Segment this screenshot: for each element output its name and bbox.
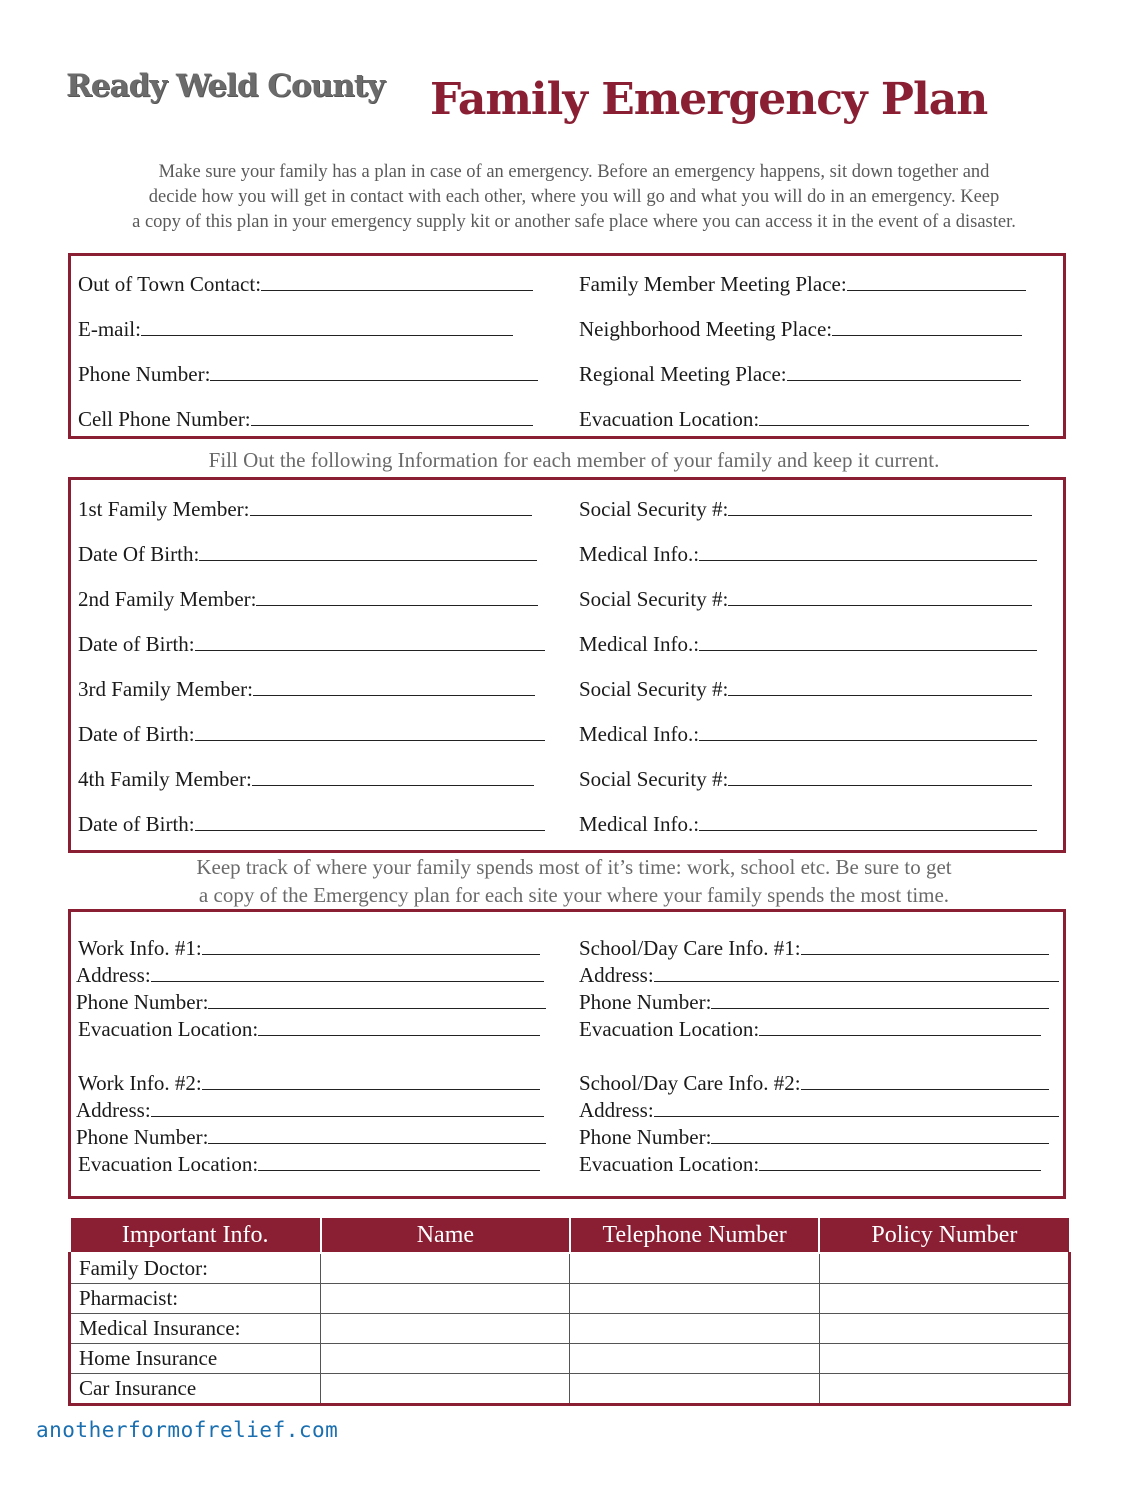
member-detail-field[interactable]: Medical Info.: <box>579 632 1037 657</box>
meeting-field[interactable]: Regional Meeting Place: <box>579 362 1021 387</box>
table-row <box>70 1374 1070 1405</box>
table-row <box>70 1344 1070 1374</box>
work-field[interactable]: Address: <box>76 1097 544 1124</box>
meeting-field[interactable]: Family Member Meeting Place: <box>579 272 1026 297</box>
table-header-row <box>70 1217 1070 1253</box>
telephone-cell[interactable] <box>570 1374 819 1405</box>
member-detail-field[interactable]: Social Security #: <box>579 677 1032 702</box>
contact-field[interactable]: Out of Town Contact: <box>78 272 533 297</box>
row-label: Home Insurance <box>70 1344 321 1374</box>
sites-note-line: Keep track of where your family spends most of it’s time: work, school etc. Be sure to get <box>196 855 952 879</box>
column-header: Name <box>321 1217 570 1253</box>
school-field[interactable]: School/Day Care Info. #2: <box>579 1070 1049 1097</box>
column-header: Important Info. <box>70 1217 321 1253</box>
work-field[interactable]: Evacuation Location: <box>78 1151 540 1178</box>
member-detail-field[interactable]: Medical Info.: <box>579 542 1037 567</box>
policy-cell[interactable] <box>819 1253 1069 1284</box>
row-label: Car Insurance <box>70 1374 321 1405</box>
policy-cell[interactable] <box>819 1314 1069 1344</box>
school-field[interactable]: Address: <box>579 962 1059 989</box>
members-note: Fill Out the following Information for each member of your family and keep it current. <box>208 448 940 472</box>
column-header: Telephone Number <box>570 1217 819 1253</box>
member-detail-field[interactable]: Social Security #: <box>579 587 1032 612</box>
table-row <box>70 1284 1070 1314</box>
school-field[interactable]: Evacuation Location: <box>579 1151 1041 1178</box>
policy-cell[interactable] <box>819 1374 1069 1405</box>
brand-name: Ready Weld County <box>66 68 385 104</box>
name-cell[interactable] <box>321 1314 570 1344</box>
work-field[interactable]: Evacuation Location: <box>78 1016 540 1043</box>
contact-field[interactable]: Phone Number: <box>78 362 538 387</box>
work-field[interactable]: Work Info. #2: <box>78 1070 540 1097</box>
work-field[interactable]: Work Info. #1: <box>78 935 540 962</box>
column-header: Policy Number <box>819 1217 1069 1253</box>
intro-line: decide how you will get in contact with each other, where you will go and what you will do in an emergency. Keep <box>148 187 1000 207</box>
member-detail-field[interactable]: Medical Info.: <box>579 722 1037 747</box>
member-detail-field[interactable]: Social Security #: <box>579 767 1032 792</box>
work-field[interactable]: Phone Number: <box>76 989 546 1016</box>
name-cell[interactable] <box>321 1344 570 1374</box>
telephone-cell[interactable] <box>570 1284 819 1314</box>
table-row <box>70 1253 1070 1284</box>
row-label: Pharmacist: <box>70 1284 321 1314</box>
members-box <box>68 477 1066 853</box>
school-field[interactable]: School/Day Care Info. #1: <box>579 935 1049 962</box>
contact-field[interactable]: E-mail: <box>78 317 513 342</box>
member-detail-field[interactable]: Social Security #: <box>579 497 1032 522</box>
name-cell[interactable] <box>321 1253 570 1284</box>
work-field[interactable]: Address: <box>76 962 544 989</box>
watermark-url: anotherformofrelief.com <box>36 1418 339 1442</box>
page-title: Family Emergency Plan <box>430 74 988 125</box>
meeting-field[interactable]: Neighborhood Meeting Place: <box>579 317 1022 342</box>
name-cell[interactable] <box>321 1374 570 1405</box>
member-field[interactable]: 1st Family Member: <box>78 497 532 522</box>
intro-line: a copy of this plan in your emergency supply kit or another safe place where you can access it in the event of a disaster. <box>132 212 1016 232</box>
member-field[interactable]: Date of Birth: <box>78 812 545 837</box>
work-field[interactable]: Phone Number: <box>76 1124 546 1151</box>
table-row <box>70 1314 1070 1344</box>
policy-cell[interactable] <box>819 1284 1069 1314</box>
school-field[interactable]: Evacuation Location: <box>579 1016 1041 1043</box>
important-info-table <box>68 1216 1071 1406</box>
row-label: Medical Insurance: <box>70 1314 321 1344</box>
member-field[interactable]: Date of Birth: <box>78 632 545 657</box>
contact-field[interactable]: Cell Phone Number: <box>78 407 533 432</box>
school-field[interactable]: Phone Number: <box>579 1124 1049 1151</box>
school-field[interactable]: Phone Number: <box>579 989 1049 1016</box>
row-label: Family Doctor: <box>70 1253 321 1284</box>
meeting-field[interactable]: Evacuation Location: <box>579 407 1029 432</box>
member-field[interactable]: Date of Birth: <box>78 722 545 747</box>
sites-note-line: a copy of the Emergency plan for each site your where your family spends the most time. <box>198 883 950 907</box>
telephone-cell[interactable] <box>570 1344 819 1374</box>
member-detail-field[interactable]: Medical Info.: <box>579 812 1037 837</box>
intro-paragraph <box>60 160 1088 235</box>
intro-line: Make sure your family has a plan in case of an emergency. Before an emergency happens, sit down together and <box>158 162 990 182</box>
name-cell[interactable] <box>321 1284 570 1314</box>
telephone-cell[interactable] <box>570 1253 819 1284</box>
member-field[interactable]: 3rd Family Member: <box>78 677 535 702</box>
member-field[interactable]: 2nd Family Member: <box>78 587 538 612</box>
member-field[interactable]: 4th Family Member: <box>78 767 534 792</box>
school-field[interactable]: Address: <box>579 1097 1059 1124</box>
telephone-cell[interactable] <box>570 1314 819 1344</box>
member-field[interactable]: Date Of Birth: <box>78 542 537 567</box>
policy-cell[interactable] <box>819 1344 1069 1374</box>
